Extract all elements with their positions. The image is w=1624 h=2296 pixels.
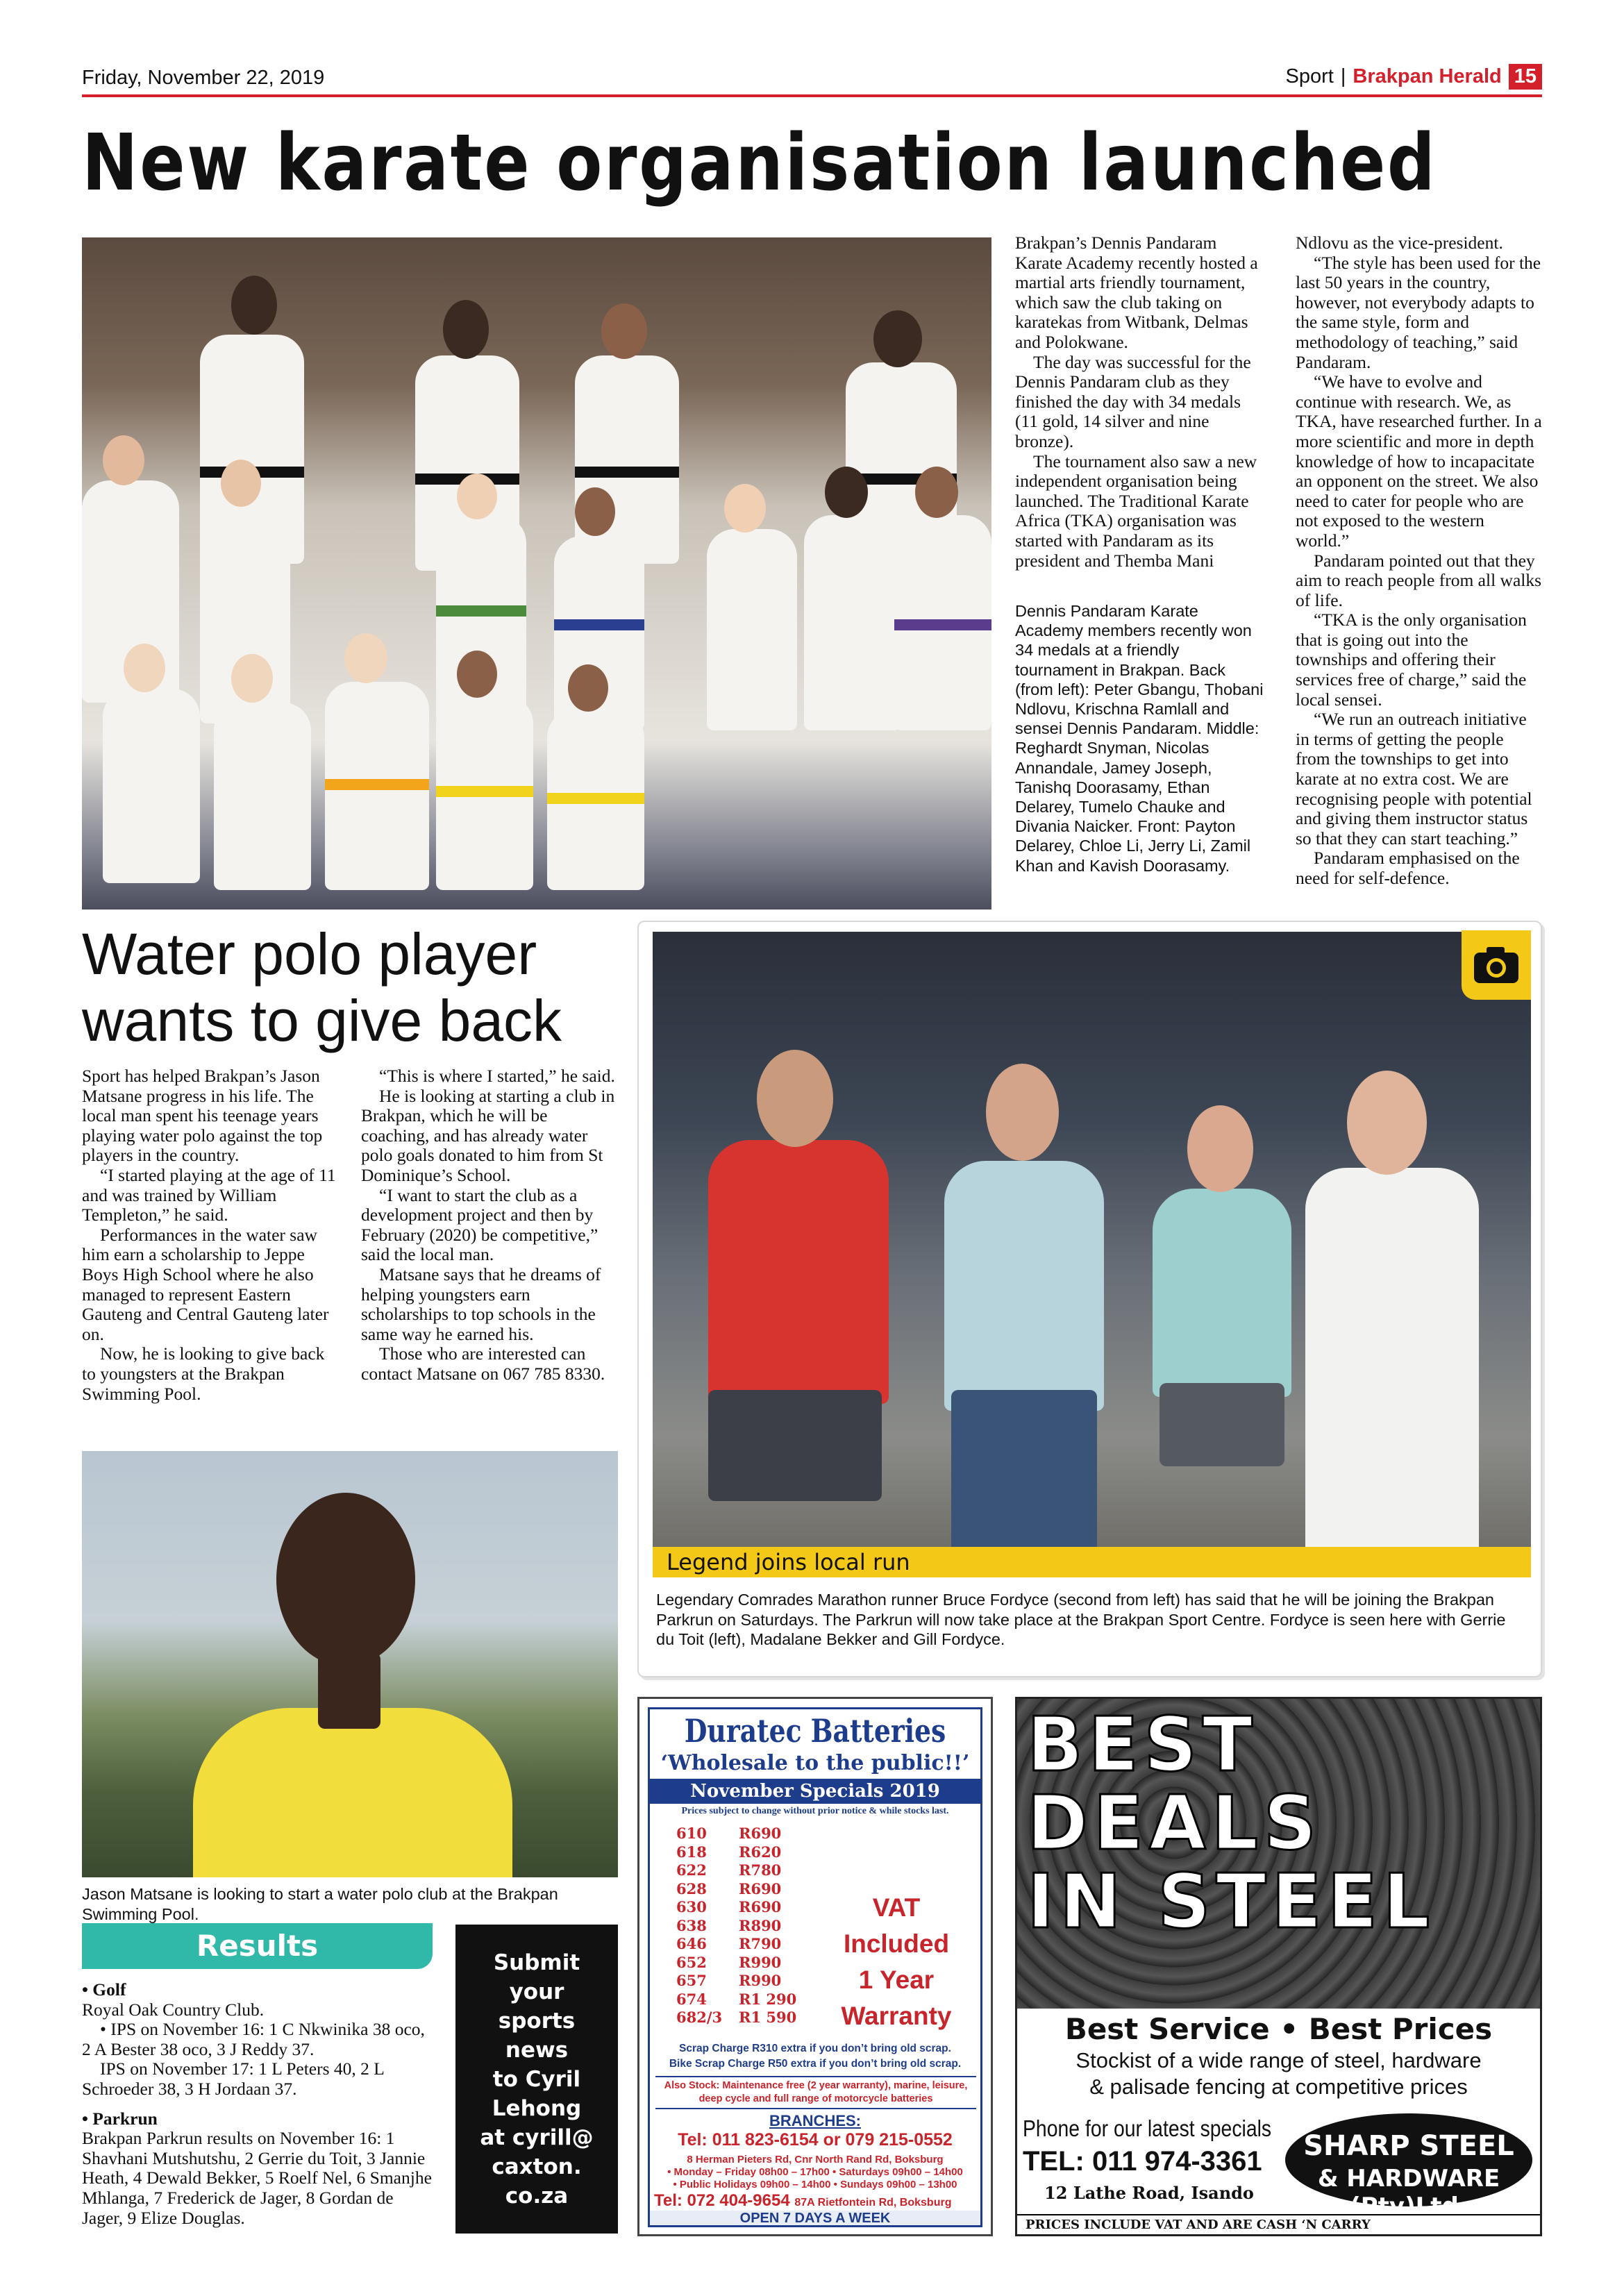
submit-line: at cyrill@ [480,2125,594,2150]
section-name: Sport [1285,65,1334,87]
duratec-note: Prices subject to change without prior notice & while stocks last. [681,1806,949,1816]
battery-model: 638 [676,1916,707,1934]
waterpolo-paragraph: Now, he is looking to give back to youngsters at the Brakpan Swimming Pool. [82,1343,325,1404]
battery-price: R1 290 [739,1990,797,2008]
battery-model: 652 [676,1953,707,1971]
duratec-open-days: OPEN 7 DAYS A WEEK [650,2211,980,2227]
vat-line: 1 Year [858,1966,935,1994]
duratec-price-list [676,1825,815,2027]
karate-paragraph: Brakpan’s Dennis Pandaram Karate Academy recently hosted a martial arts friendly tournament, which saw the club taking on karatekas from Witbank, Delmas and Polokwane. [1015,233,1258,352]
battery-model: 657 [676,1972,707,1989]
vat-line: Included [843,1929,950,1958]
phone-number: Tel: 072 404-9654 [654,2191,790,2210]
issue-date: Friday, November 22, 2019 [82,67,325,89]
address-line: 87A Rietfontein Rd, Boksburg [794,2197,952,2209]
battery-model: 610 [676,1825,707,1842]
battery-price: R890 [739,1916,782,1934]
steel-address: 12 Lathe Road, Isando [1044,2183,1254,2203]
battery-price: R780 [739,1861,782,1879]
parkrun-results: Brakpan Parkrun results on November 16: 1 Shavhani Mutshutshu, 2 Gerrie du Toit, 3 Jannie Heath, 4 Dewald Bekker, 5 Roelf Nel, 6 Smanjhe Mhlanga, 7 Frederick de Jager, 8 Gordan de Jager, 9 Elize Douglas. [82,2128,432,2228]
scrap-line: Scrap Charge R310 extra if you don’t bring old scrap. [679,2043,951,2054]
sharp-steel-ad [1015,1697,1542,2236]
jason-matsane-photo [82,1451,618,1877]
header-separator: | [1340,65,1346,87]
price-row [676,1917,815,1936]
battery-price: R620 [739,1843,782,1861]
waterpolo-paragraph: Those who are interested can contact Matsane on 067 785 8330. [361,1343,605,1384]
karate-paragraph: “We have to evolve and continue with research. We, as TKA, have researched further. In a more scientific and more in depth knowledge of how to incapacitate an opponent on the street. We also need to cater for people who are not exposed to the western world.” [1296,371,1542,551]
waterpolo-article-column-1 [82,1066,340,1404]
duratec-phone-1: Tel: 011 823-6154 or 079 215-0552 [678,2130,953,2150]
duratec-phone-2 [654,2191,980,2211]
battery-model: 646 [676,1935,707,1952]
newspaper-brand: Brakpan Herald [1353,65,1502,87]
submit-line: sports [498,2009,576,2034]
karate-article-column-2 [1296,233,1542,889]
karate-paragraph: The tournament also saw a new independent organisation being launched. The Traditional Karate Africa (TKA) organisation was started with Pandaram as its president and Themba Mani [1015,451,1257,571]
karate-paragraph: The day was successful for the Dennis Pandaram club as they finished the day with 34 medals (11 gold, 14 silver and nine bronze). [1015,351,1251,451]
price-row [676,1843,815,1862]
steel-stockist [1017,2047,1540,2100]
battery-price: R690 [739,1825,782,1842]
duratec-also-stock: Also Stock: Maintenance free (2 year warranty), marine, leisure, deep cycle and full range of motorcycle batteries [655,2076,976,2109]
battery-price: R990 [739,1953,782,1971]
steel-telephone: TEL: 011 974-3361 [1023,2146,1262,2177]
submit-news-box [455,1925,618,2234]
battery-price: R990 [739,1972,782,1989]
scrap-line: Bike Scrap Charge R50 extra if you don’t bring old scrap. [669,2058,962,2070]
duratec-batteries-ad [637,1697,993,2236]
karate-team-photo [82,237,991,910]
submit-line: news [505,2038,569,2063]
camera-icon [1462,930,1531,1000]
steel-phone-label: Phone for our latest specials [1023,2115,1272,2141]
legend-photo-label: Legend joins local run [653,1547,1531,1577]
waterpolo-paragraph: “I want to start the club as a development project and then by February (2020) be competitive,” said the local man. [361,1184,598,1265]
steel-footer: PRICES INCLUDE VAT AND ARE CASH ‘N CARRY [1017,2214,1540,2235]
price-row [676,1898,815,1917]
golf-result: IPS on November 17: 1 L Peters 40, 2 L Schroeder 38, 3 H Jordaan 37. [82,2059,384,2099]
waterpolo-headline: Water polo player wants to give back [82,921,562,1053]
battery-price: R690 [739,1879,782,1897]
karate-article-column-1 [1015,233,1265,571]
waterpolo-paragraph: Performances in the water saw him earn a scholarship to Jeppe Boys High School where he also managed to represent Eastern Gauteng and Central Gauteng later on. [82,1224,329,1344]
battery-model: 682/3 [676,2009,723,2026]
vat-line: Warranty [841,2002,952,2030]
legend-run-photo [653,932,1531,1564]
price-row [676,1880,815,1899]
battery-model: 618 [676,1843,707,1861]
legend-photo-caption: Legendary Comrades Marathon runner Bruce Fordyce (second from left) has said that he will be joining the Brakpan Parkrun on Saturdays. The Parkrun will now take place at the Brakpan Sport Centre. Fordyce is seen here with Gerrie du Toit (left), Madalane Bekker and Gill Fordyce. [656,1591,1506,1648]
duratec-vat-warranty [837,1890,955,2034]
submit-line: your [509,1979,564,2004]
golf-result: • IPS on November 16: 1 C Nkwinika 38 oco, 2 A Bester 38 oco, 3 J Reddy 37. [82,2019,425,2059]
submit-line: caxton. [492,2154,582,2179]
battery-price: R790 [739,1935,782,1952]
steel-headline-line: IN STEEL [1027,1859,1435,1945]
submit-line: co.za [505,2184,569,2209]
address-line: 8 Herman Pieters Rd, Cnr North Rand Rd, Boksburg [687,2154,944,2165]
price-row [676,1972,815,1991]
steel-headline-line: DEALS [1027,1780,1322,1867]
karate-paragraph: Pandaram emphasised on the need for self-defence. [1296,848,1520,888]
duratec-specials: November Specials 2019 [650,1779,980,1804]
battery-model: 674 [676,1990,707,2008]
submit-line: to Cyril [492,2067,581,2092]
waterpolo-paragraph: Matsane says that he dreams of helping youngsters earn scholarships to top schools in the same way he earned his. [361,1264,601,1344]
waterpolo-paragraph: Sport has helped Brakpan’s Jason Matsane progress in his life. The local man spent his teenage years playing water polo against the top players in the country. [82,1066,323,1166]
karate-paragraph: Ndlovu as the vice-president. [1296,233,1503,253]
page-number: 15 [1509,64,1542,90]
submit-line: Submit [493,1950,580,1975]
submit-line: Lehong [492,2096,582,2121]
waterpolo-paragraph: He is looking at starting a club in Brakpan, which he will be coaching, and has already water polo goals donated to him from St Dominique’s School. [361,1085,615,1185]
vat-line: VAT [872,1893,921,1922]
duratec-tagline: ‘Wholesale to the public!!’ [660,1751,970,1775]
battery-price: R690 [739,1898,782,1916]
price-row [676,1935,815,1954]
jason-photo-caption: Jason Matsane is looking to start a water polo club at the Brakpan Swimming Pool. [82,1885,558,1923]
duratec-scrap [650,2041,980,2072]
price-row [676,1954,815,1972]
battery-model: 628 [676,1879,707,1897]
duratec-address-1 [650,2154,980,2191]
karate-paragraph: “The style has been used for the last 50 years in the country, however, not everybody adapts to the same style, form and methodology of teaching,” said Pandaram. [1296,252,1541,372]
duratec-title: Duratec Batteries [684,1712,946,1750]
battery-price: R1 590 [739,2009,797,2026]
price-row [676,1825,815,1843]
hours-line: • Public Holidays 09h00 – 14h00 • Sundays 09h00 – 13h00 [673,2179,957,2190]
hours-line: • Monday – Friday 08h00 – 17h00 • Saturdays 09h00 – 14h00 [667,2166,963,2178]
header-rule [82,94,1542,97]
karate-paragraph: “TKA is the only organisation that is going out into the townships and offering their services free of charge,” said the local sensei. [1296,610,1527,710]
results-heading: Results [82,1923,433,1969]
karate-paragraph: “We run an outreach initiative in terms of getting the people from the townships to get into karate at no extra cost. We are recognising people with potential and giving them instructor status so that they can start teaching.” [1296,709,1532,848]
steel-headline-line: BEST [1027,1702,1258,1788]
karate-headline: New karate organisation launched [82,118,1437,208]
page-header-right [1286,64,1543,90]
sharp-steel-logo [1285,2113,1532,2220]
price-row [676,1991,815,2009]
waterpolo-paragraph: “This is where I started,” he said. [379,1066,615,1086]
waterpolo-article-column-2 [361,1066,619,1384]
duratec-branches: BRANCHES: [769,2112,861,2129]
golf-heading: • Golf [82,1979,126,2000]
karate-photo-caption: Dennis Pandaram Karate Academy members recently won 34 medals at a friendly tournament in Brakpan. Back (from left): Peter Gbangu, Thobani Ndlovu, Krischna Ramlall and sensei Dennis Pandaram. Middle: Reghardt Snyman, Nicolas Annandale, Jamey Joseph, Tanishq Doorasamy, Ethan Delarey, Tumelo Chauke and Divania Naicker. Front: Payton Delarey, Chloe Li, Jerry Li, Zamil Khan and Kavish Doorasamy. [1015,602,1264,875]
logo-line: SHARP STEEL [1303,2130,1514,2162]
waterpolo-paragraph: “I started playing at the age of 11 and was trained by William Templeton,” he said. [82,1164,336,1225]
stockist-line: Stockist of a wide range of steel, hardware [1075,2048,1482,2072]
karate-paragraph: Pandaram pointed out that they aim to reach people from all walks of life. [1296,550,1542,610]
golf-club: Royal Oak Country Club. [82,1999,265,2020]
battery-model: 630 [676,1898,707,1916]
parkrun-heading: • Parkrun [82,2108,158,2129]
logo-line: & HARDWARE (Pty)Ltd. [1317,2165,1500,2220]
price-row [676,2009,815,2027]
results-body [82,1980,433,2228]
steel-headline [1027,1702,1435,1945]
price-row [676,1861,815,1880]
stockist-line: & palisade fencing at competitive prices [1089,2075,1468,2099]
battery-model: 622 [676,1861,707,1879]
steel-best-service: Best Service • Best Prices [1064,2012,1493,2046]
